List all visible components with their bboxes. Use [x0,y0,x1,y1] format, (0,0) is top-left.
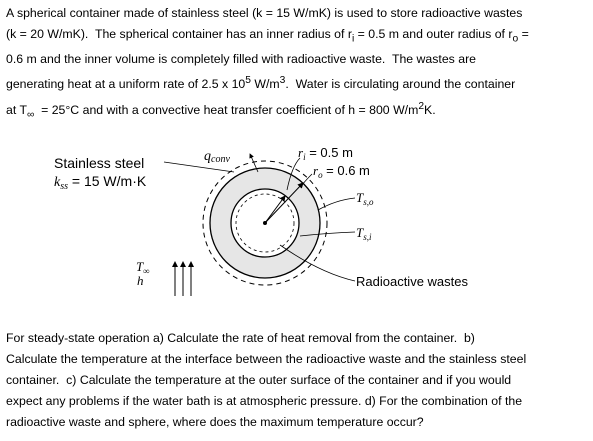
problem-line-5: at $T_\infty = 25^\circ C$ and with a convective heat transfer coefficient of h = 800 $W/m^2K$. [6,100,436,121]
tinf-label: $T_\infty$ [136,259,150,276]
problem-line-1: A spherical container made of stainless steel (k = 15 W/mK) is used to store radioactive wastes [6,6,523,20]
problem-line-2: (k = 20 W/mK). The spherical container has an inner radius of $r_i = 0.5$ m and outer radius of $r_o$ = [6,27,529,45]
kss-label: $k_{ss} = 15$ W/m·K [54,173,147,192]
center-dot [263,221,267,225]
qconv-label: qconv [204,149,230,165]
question-line-5: radioactive waste and sphere, where does the maximum temperature occur? [6,415,424,429]
questions-block [6,328,589,433]
ri-subscript: i [351,33,355,45]
problem-line-4: generating heat at a uniform rate of 2.5 x $10^5$ $W/m^3$. Water is circulating around the container [6,75,516,92]
tsi-label: $T_{s,i}$ [356,225,372,242]
ro-label: $r_o = 0.6$ m [313,163,370,180]
ro-subscript: o [512,33,519,45]
question-line-3: container. c) Calculate the temperature at the outer surface of the container and if you would [6,373,512,387]
tso-label: $T_{s,o}$ [356,190,374,207]
ri-label: $r_i = 0.5$ m [298,145,353,162]
question-line-2: Calculate the temperature at the interface between the radioactive waste and the stainless steel [6,352,527,366]
problem-statement [6,3,589,125]
ro-leader [302,174,312,185]
waste-label: Radioactive wastes [356,274,468,289]
steel-label: Stainless steel [54,155,145,171]
question-line-1: For steady-state operation a) Calculate the rate of heat removal from the container. b) [6,331,475,345]
problem-line-3: 0.6 m and the inner volume is completely filled with radioactive waste. The wastes are [6,52,477,67]
question-line-4: expect any problems if the water bath is at atmospheric pressure. d) For the combination of the [6,394,523,408]
h-label: h [137,273,144,288]
sphere-diagram [0,130,593,300]
